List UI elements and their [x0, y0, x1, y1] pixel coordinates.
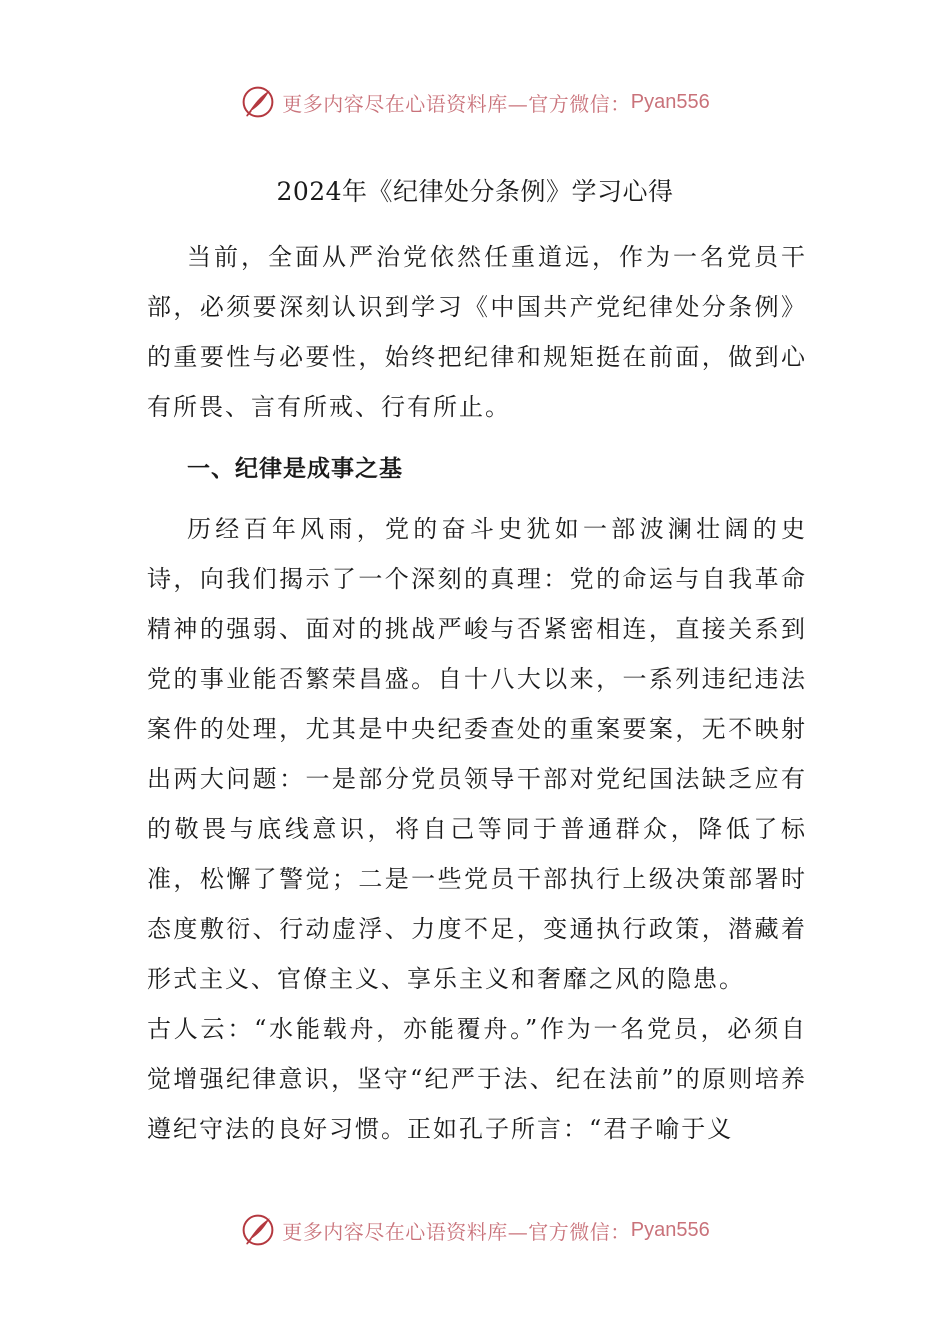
section-paragraph-block — [147, 504, 807, 1004]
document-title: 2024年《纪律处分条例》学习心得 — [276, 177, 674, 206]
watermark-wechat-id: Pyan556 — [630, 1218, 710, 1241]
watermark-wechat-id: Pyan556 — [630, 90, 710, 113]
quill-pen-logo-icon — [240, 84, 276, 120]
header-watermark — [0, 82, 950, 122]
section-paragraph-2-block — [147, 1004, 807, 1154]
section-paragraph: 历经百年风雨，党的奋斗史犹如一部波澜壮阔的史诗，向我们揭示了一个深刻的真理：党的命运与自我革命精神的强弱、面对的挑战严峻与否紧密相连，直接关系到党的事业能否繁荣昌盛。自十八大以来，一系列违纪违法案件的处理，尤其是中央纪委查处的重案要案，无不映射出两大问题：一是部分党员领导干部对党纪国法缺乏应有的敬畏与底线意识，将自己等同于普通群众，降低了标准，松懈了警觉；二是一些党员干部执行上级决策部署时态度敷衍、行动虚浮、力度不足，变通执行政策，潜藏着形式主义、官僚主义、享乐主义和奢靡之风的隐患。 — [147, 515, 807, 993]
section-heading: 一、纪律是成事之基 — [187, 456, 403, 482]
footer-watermark — [0, 1210, 950, 1250]
section-paragraph-2: 古人云：“水能载舟，亦能覆舟。”作为一名党员，必须自觉增强纪律意识，坚守“纪严于法、纪在法前”的原则培养遵纪守法的良好习惯。正如孔子所言：“君子喻于义 — [147, 1015, 807, 1143]
quill-pen-logo-icon — [240, 1212, 276, 1248]
intro-paragraph: 当前，全面从严治党依然任重道远，作为一名党员干部，必须要深刻认识到学习《中国共产党纪律处分条例》的重要性与必要性，始终把纪律和规矩挺在前面，做到心有所畏、言有所戒、行有所止。 — [147, 243, 807, 421]
intro-paragraph-block — [147, 232, 807, 432]
watermark-text: 更多内容尽在心语资料库—官方微信： — [282, 1219, 631, 1244]
watermark-text: 更多内容尽在心语资料库—官方微信： — [282, 91, 631, 116]
